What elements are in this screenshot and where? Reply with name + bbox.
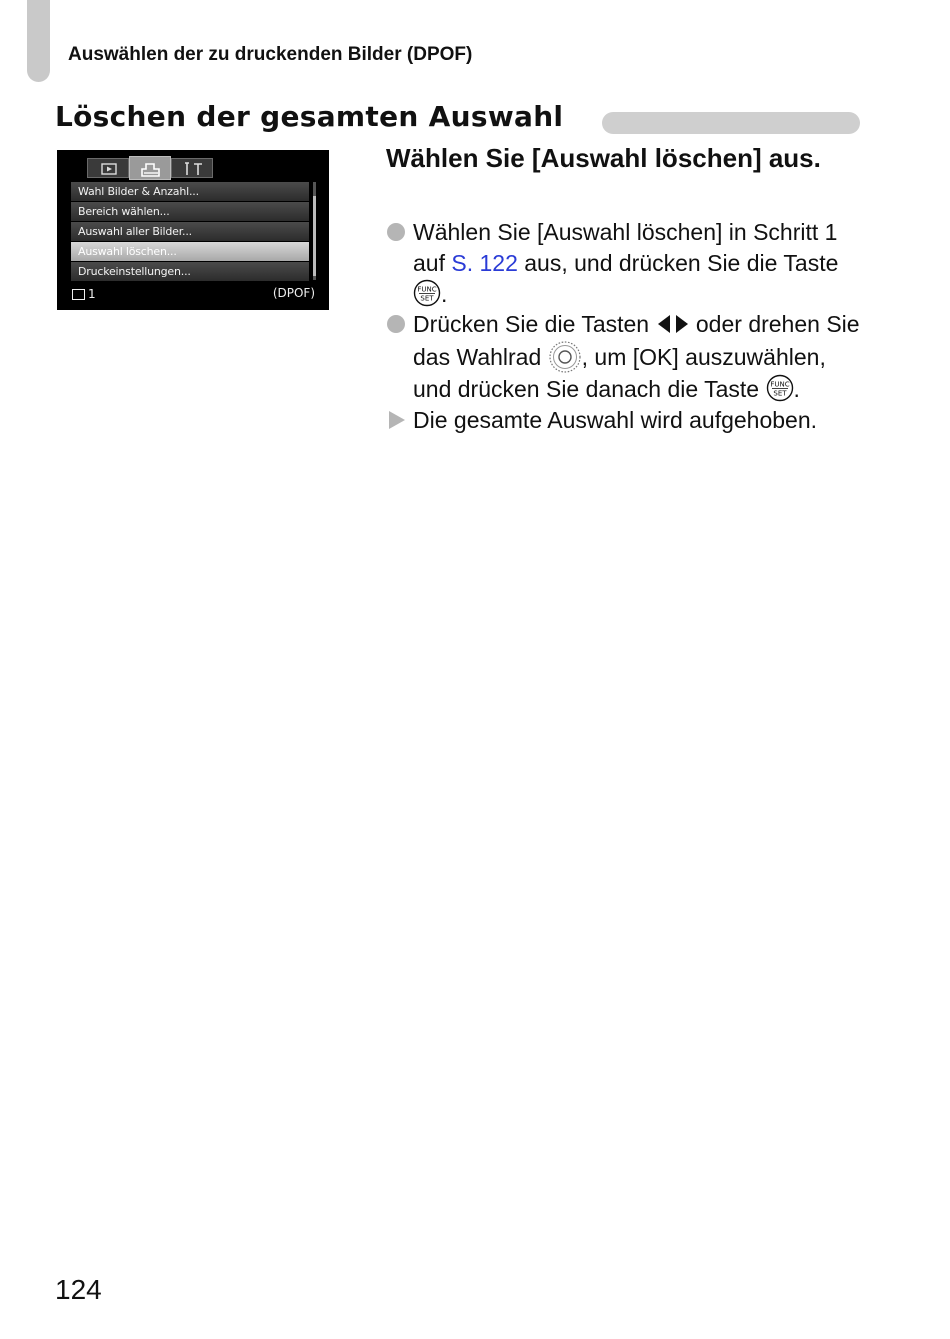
print-count — [72, 287, 96, 301]
instruction-2: Drücken Sie die Tasten oder drehen Sie das Wahlrad , um [OK] auszuwählen, und drücken Sie danach die Taste FUNC SET . — [386, 309, 866, 405]
step-instructions — [386, 217, 866, 436]
print-tab — [129, 156, 171, 180]
svg-text:SET: SET — [772, 389, 787, 398]
svg-text:FUNC: FUNC — [417, 285, 437, 294]
svg-text:FUNC: FUNC — [769, 380, 790, 389]
print-icon — [130, 157, 172, 181]
settings-tab — [171, 158, 213, 178]
playback-icon — [88, 159, 130, 179]
menu-item-bereich-waehlen: Bereich wählen... — [71, 202, 309, 221]
bullet-dot-icon — [387, 223, 405, 241]
result-line: Die gesamte Auswahl wird aufgehoben. — [386, 405, 866, 436]
control-dial-icon — [548, 340, 582, 374]
instruction-1: Wählen Sie [Auswahl löschen] in Schritt 1 auf S. 122 aus, und drücken Sie die Taste FUNC SET . — [386, 217, 866, 309]
playback-tab — [87, 158, 129, 178]
camera-menu-tabs — [71, 158, 301, 178]
chapter-side-tab — [27, 0, 50, 82]
print-count-value: 1 — [88, 287, 96, 301]
print-count-icon — [72, 289, 85, 300]
dpof-label: (DPOF) — [272, 286, 315, 300]
camera-menu-list — [71, 182, 309, 282]
settings-tools-icon — [172, 159, 214, 179]
camera-menu-scrollbar — [313, 182, 316, 280]
result-arrow-icon — [389, 411, 405, 429]
section-title: Löschen der gesamten Auswahl — [55, 100, 564, 133]
running-header: Auswählen der zu druckenden Bilder (DPOF) — [68, 44, 473, 65]
camera-screen — [57, 150, 329, 310]
bullet-dot-icon — [387, 315, 405, 333]
menu-item-auswahl-loeschen: Auswahl löschen... — [71, 242, 309, 261]
section-title-bar — [602, 112, 860, 134]
page-link-122[interactable]: S. 122 — [451, 249, 518, 276]
svg-text:SET: SET — [420, 294, 434, 303]
func-set-button-icon — [766, 374, 794, 402]
func-set-button-icon — [413, 279, 441, 307]
menu-item-druckeinstellungen: Druckeinstellungen... — [71, 262, 309, 281]
left-right-arrows-icon — [656, 313, 690, 335]
page-number: 124 — [55, 1274, 102, 1305]
step-heading: Wählen Sie [Auswahl löschen] aus. — [386, 143, 821, 173]
menu-item-wahl-bilder-anzahl: Wahl Bilder & Anzahl... — [71, 182, 309, 201]
menu-item-auswahl-aller-bilder: Auswahl aller Bilder... — [71, 222, 309, 241]
